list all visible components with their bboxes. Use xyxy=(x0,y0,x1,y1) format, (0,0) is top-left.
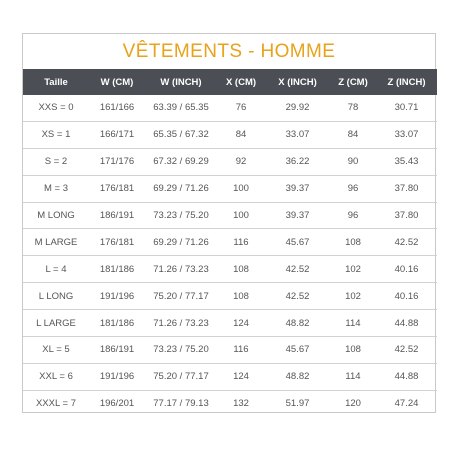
measurement-cell: 29.92 xyxy=(285,102,310,114)
table-row xyxy=(23,363,437,390)
size-label-cell: M = 3 xyxy=(23,175,89,202)
measurement-cell: 108 xyxy=(330,337,376,364)
table-row xyxy=(23,202,437,229)
table-row xyxy=(23,310,437,337)
measurement-cell: 40.16 xyxy=(376,256,437,283)
column-header: Taille xyxy=(23,69,89,95)
measurement-cell: 67.32 / 69.29 xyxy=(145,148,217,175)
measurement-cell: 45.67 xyxy=(265,337,330,364)
measurement-cell: 90 xyxy=(330,148,376,175)
measurement-cell: 191/196 xyxy=(89,363,145,390)
column-header: W (CM) xyxy=(89,69,145,95)
table-row xyxy=(23,337,437,364)
size-table xyxy=(23,69,437,417)
measurement-cell: 102 xyxy=(330,283,376,310)
table-row xyxy=(23,148,437,175)
table-row xyxy=(23,121,437,148)
size-label-cell: L LONG xyxy=(23,283,89,310)
measurement-cell: 42.52 xyxy=(376,337,437,364)
measurement-cell: 36.22 xyxy=(265,148,330,175)
measurement-cell: 114 xyxy=(330,363,376,390)
measurement-cell: 47.24 xyxy=(376,390,437,416)
measurement-cell: 37.80 xyxy=(376,202,437,229)
measurement-cell: 176/181 xyxy=(89,175,145,202)
table-row xyxy=(23,95,437,121)
measurement-cell: 186/191 xyxy=(89,337,145,364)
measurement-cell: 42.52 xyxy=(265,256,330,283)
measurement-cell: 124 xyxy=(217,310,265,337)
column-header: X (CM) xyxy=(217,69,265,95)
measurement-cell: 65.35 / 67.32 xyxy=(145,121,217,148)
measurement-cell: 45.67 xyxy=(265,229,330,256)
table-body xyxy=(23,95,437,417)
column-header: X (INCH) xyxy=(265,69,330,95)
chart-title: VÊTEMENTS - HOMME xyxy=(122,41,336,62)
table-row xyxy=(23,229,437,256)
measurement-cell: 44.88 xyxy=(376,363,437,390)
measurement-cell: 161/166 xyxy=(99,102,135,114)
measurement-cell: 100 xyxy=(217,202,265,229)
measurement-cell: 191/196 xyxy=(89,283,145,310)
table-row xyxy=(23,283,437,310)
measurement-cell: 78 xyxy=(347,102,359,114)
measurement-cell: 48.82 xyxy=(265,363,330,390)
size-label-cell: L LARGE xyxy=(23,310,89,337)
measurement-cell: 73.23 / 75.20 xyxy=(145,202,217,229)
measurement-cell: 71.26 / 73.23 xyxy=(145,256,217,283)
measurement-cell: 76 xyxy=(235,102,247,114)
measurement-cell: 171/176 xyxy=(89,148,145,175)
measurement-cell: 196/201 xyxy=(89,390,145,416)
measurement-cell: 35.43 xyxy=(376,148,437,175)
size-label-cell: XXL = 6 xyxy=(23,363,89,390)
measurement-cell: 39.37 xyxy=(265,175,330,202)
measurement-cell: 77.17 / 79.13 xyxy=(145,390,217,416)
size-label-cell: M LARGE xyxy=(23,229,89,256)
size-label-cell: XXXL = 7 xyxy=(23,390,89,416)
measurement-cell: 33.07 xyxy=(265,121,330,148)
measurement-cell: 176/181 xyxy=(89,229,145,256)
table-row xyxy=(23,175,437,202)
measurement-cell: 39.37 xyxy=(265,202,330,229)
measurement-cell: 116 xyxy=(217,337,265,364)
size-chart xyxy=(22,33,436,413)
measurement-cell: 96 xyxy=(330,175,376,202)
size-label-cell: S = 2 xyxy=(23,148,89,175)
header-row xyxy=(23,69,437,95)
measurement-cell: 63.39 / 65.35 xyxy=(153,102,209,114)
table-row xyxy=(23,256,437,283)
measurement-cell: 102 xyxy=(330,256,376,283)
column-header: W (INCH) xyxy=(145,69,217,95)
measurement-cell: 75.20 / 77.17 xyxy=(145,283,217,310)
measurement-cell: 69.29 / 71.26 xyxy=(145,175,217,202)
column-header: Z (INCH) xyxy=(376,69,437,95)
measurement-cell: 181/186 xyxy=(89,310,145,337)
size-label-cell: XXS = 0 xyxy=(38,102,74,114)
measurement-cell: 186/191 xyxy=(89,202,145,229)
measurement-cell: 92 xyxy=(217,148,265,175)
measurement-cell: 108 xyxy=(330,229,376,256)
measurement-cell: 48.82 xyxy=(265,310,330,337)
measurement-cell: 75.20 / 77.17 xyxy=(145,363,217,390)
measurement-cell: 40.16 xyxy=(376,283,437,310)
measurement-cell: 73.23 / 75.20 xyxy=(145,337,217,364)
size-label-cell: L = 4 xyxy=(23,256,89,283)
measurement-cell: 44.88 xyxy=(376,310,437,337)
measurement-cell: 166/171 xyxy=(89,121,145,148)
size-label-cell: M LONG xyxy=(23,202,89,229)
measurement-cell: 108 xyxy=(217,256,265,283)
table-row xyxy=(23,390,437,416)
measurement-cell: 181/186 xyxy=(89,256,145,283)
measurement-cell: 30.71 xyxy=(394,102,419,114)
measurement-cell: 120 xyxy=(330,390,376,416)
measurement-cell: 33.07 xyxy=(376,121,437,148)
measurement-cell: 42.52 xyxy=(376,229,437,256)
measurement-cell: 100 xyxy=(217,175,265,202)
measurement-cell: 132 xyxy=(217,390,265,416)
measurement-cell: 116 xyxy=(217,229,265,256)
measurement-cell: 108 xyxy=(217,283,265,310)
measurement-cell: 114 xyxy=(330,310,376,337)
measurement-cell: 124 xyxy=(217,363,265,390)
size-label-cell: XL = 5 xyxy=(23,337,89,364)
measurement-cell: 42.52 xyxy=(265,283,330,310)
measurement-cell: 37.80 xyxy=(376,175,437,202)
measurement-cell: 84 xyxy=(217,121,265,148)
measurement-cell: 69.29 / 71.26 xyxy=(145,229,217,256)
measurement-cell: 96 xyxy=(330,202,376,229)
size-label-cell: XS = 1 xyxy=(23,121,89,148)
measurement-cell: 84 xyxy=(330,121,376,148)
measurement-cell: 51.97 xyxy=(265,390,330,416)
column-header: Z (CM) xyxy=(330,69,376,95)
measurement-cell: 71.26 / 73.23 xyxy=(145,310,217,337)
